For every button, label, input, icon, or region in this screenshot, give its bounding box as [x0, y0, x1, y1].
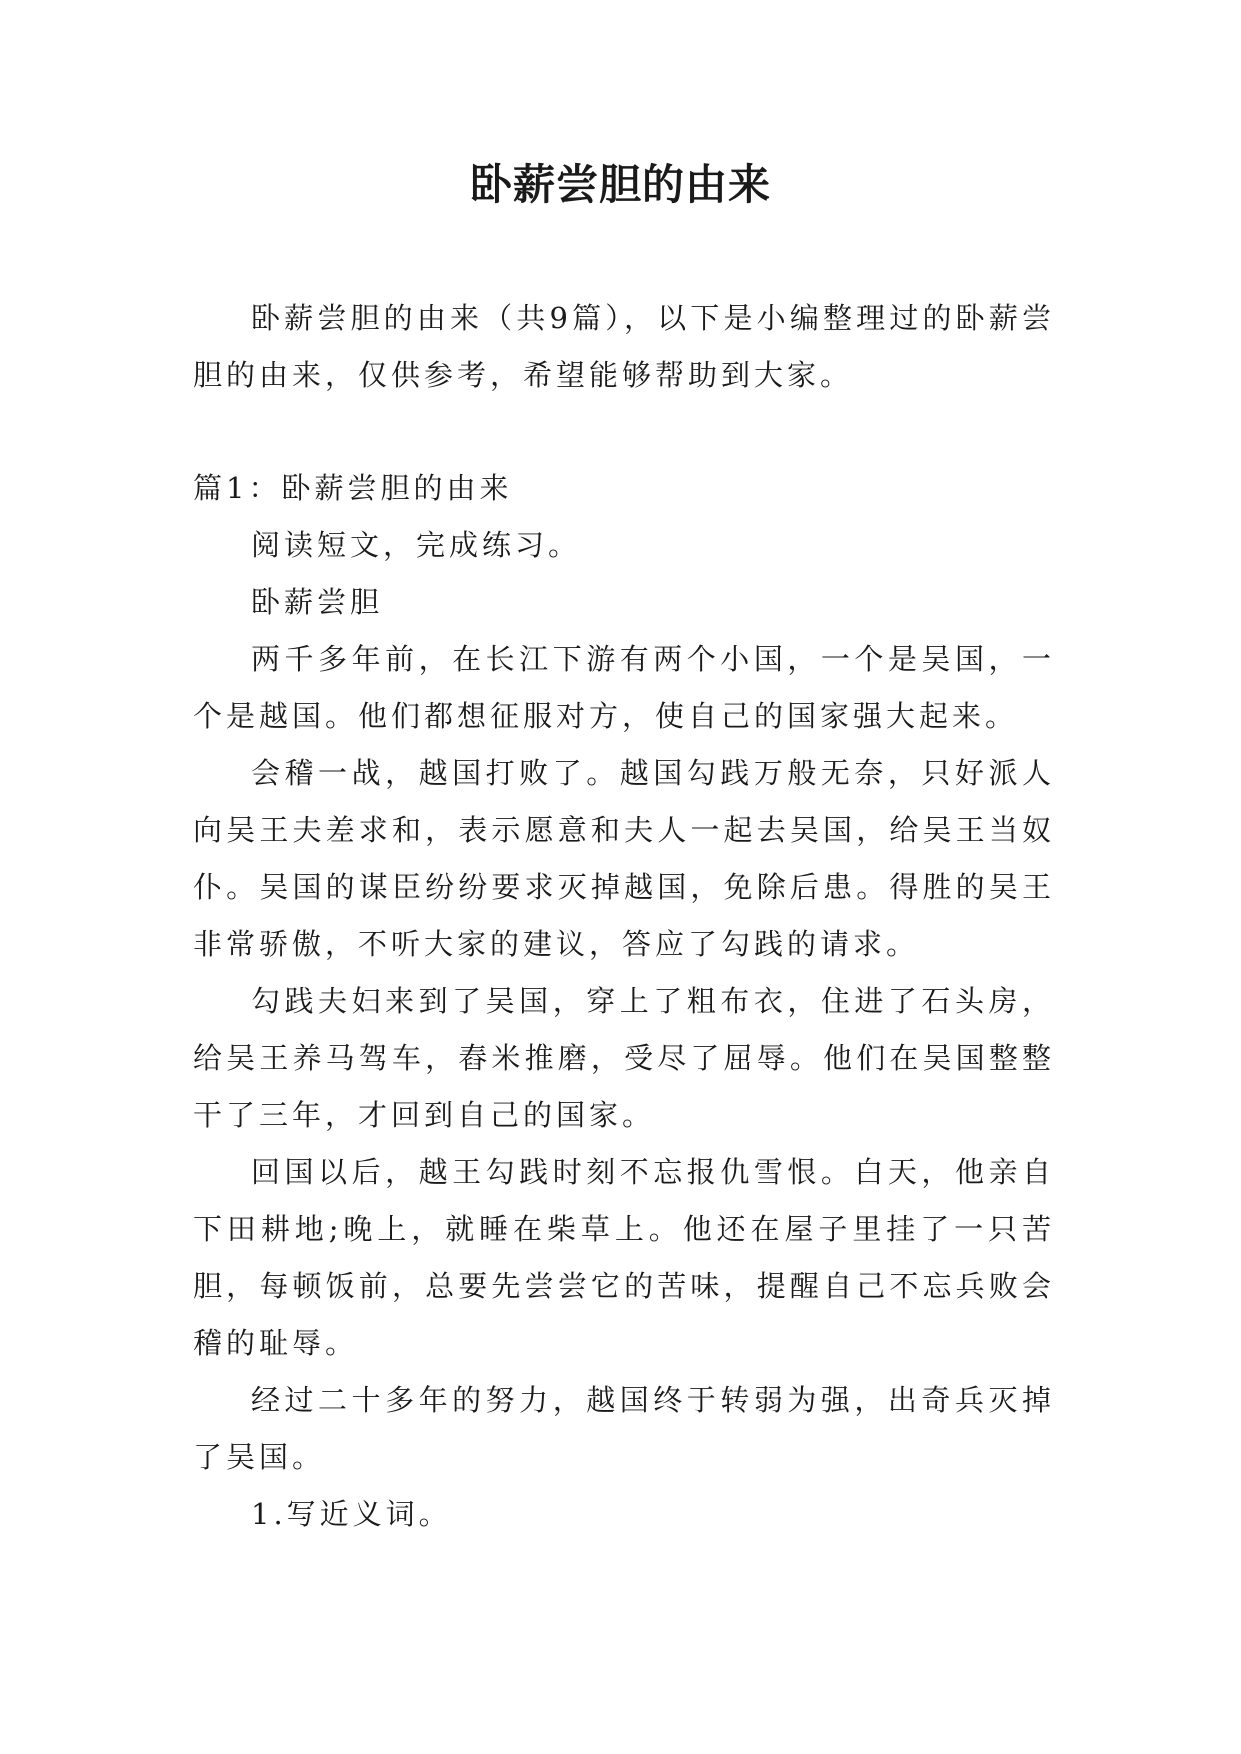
intro-paragraph: 卧薪尝胆的由来（共9篇），以下是小编整理过的卧薪尝胆的由来，仅供参考，希望能够帮助到大家。 — [193, 301, 1055, 392]
paragraph-1: 两千多年前，在长江下游有两个小国，一个是吴国，一个是越国。他们都想征服对方，使自己的国家强大起来。 — [193, 642, 1055, 733]
paragraph-4: 回国以后，越王勾践时刻不忘报仇雪恨。白天，他亲自下田耕地;晚上，就睡在柴草上。他还在屋子里挂了一只苦胆，每顿饭前，总要先尝尝它的苦味，提醒自己不忘兵败会稽的耻辱。 — [193, 1155, 1055, 1360]
section-heading: 篇1：卧薪尝胆的由来 — [193, 471, 513, 505]
document-title: 卧薪尝胆的由来 — [469, 160, 771, 209]
article-body — [193, 460, 1055, 1543]
paragraph-2: 会稽一战，越国打败了。越国勾践万般无奈，只好派人向吴王夫差求和，表示愿意和夫人一起去吴国，给吴王当奴仆。吴国的谋臣纷纷要求灭掉越国，免除后患。得胜的吴王非常骄傲，不听大家的建议，答应了勾践的请求。 — [193, 756, 1055, 961]
intro-block — [193, 290, 1055, 404]
paragraph-5: 经过二十多年的努力，越国终于转弱为强，出奇兵灭掉了吴国。 — [193, 1383, 1055, 1474]
paragraph-3: 勾践夫妇来到了吴国，穿上了粗布衣，住进了石头房，给吴王养马驾车，舂米推磨，受尽了屈辱。他们在吴国整整干了三年，才回到自己的国家。 — [193, 984, 1055, 1132]
exercise-item: 1.写近义词。 — [251, 1497, 452, 1531]
paragraph-story-title: 卧薪尝胆 — [251, 585, 384, 619]
paragraph-instruction: 阅读短文，完成练习。 — [251, 528, 582, 562]
